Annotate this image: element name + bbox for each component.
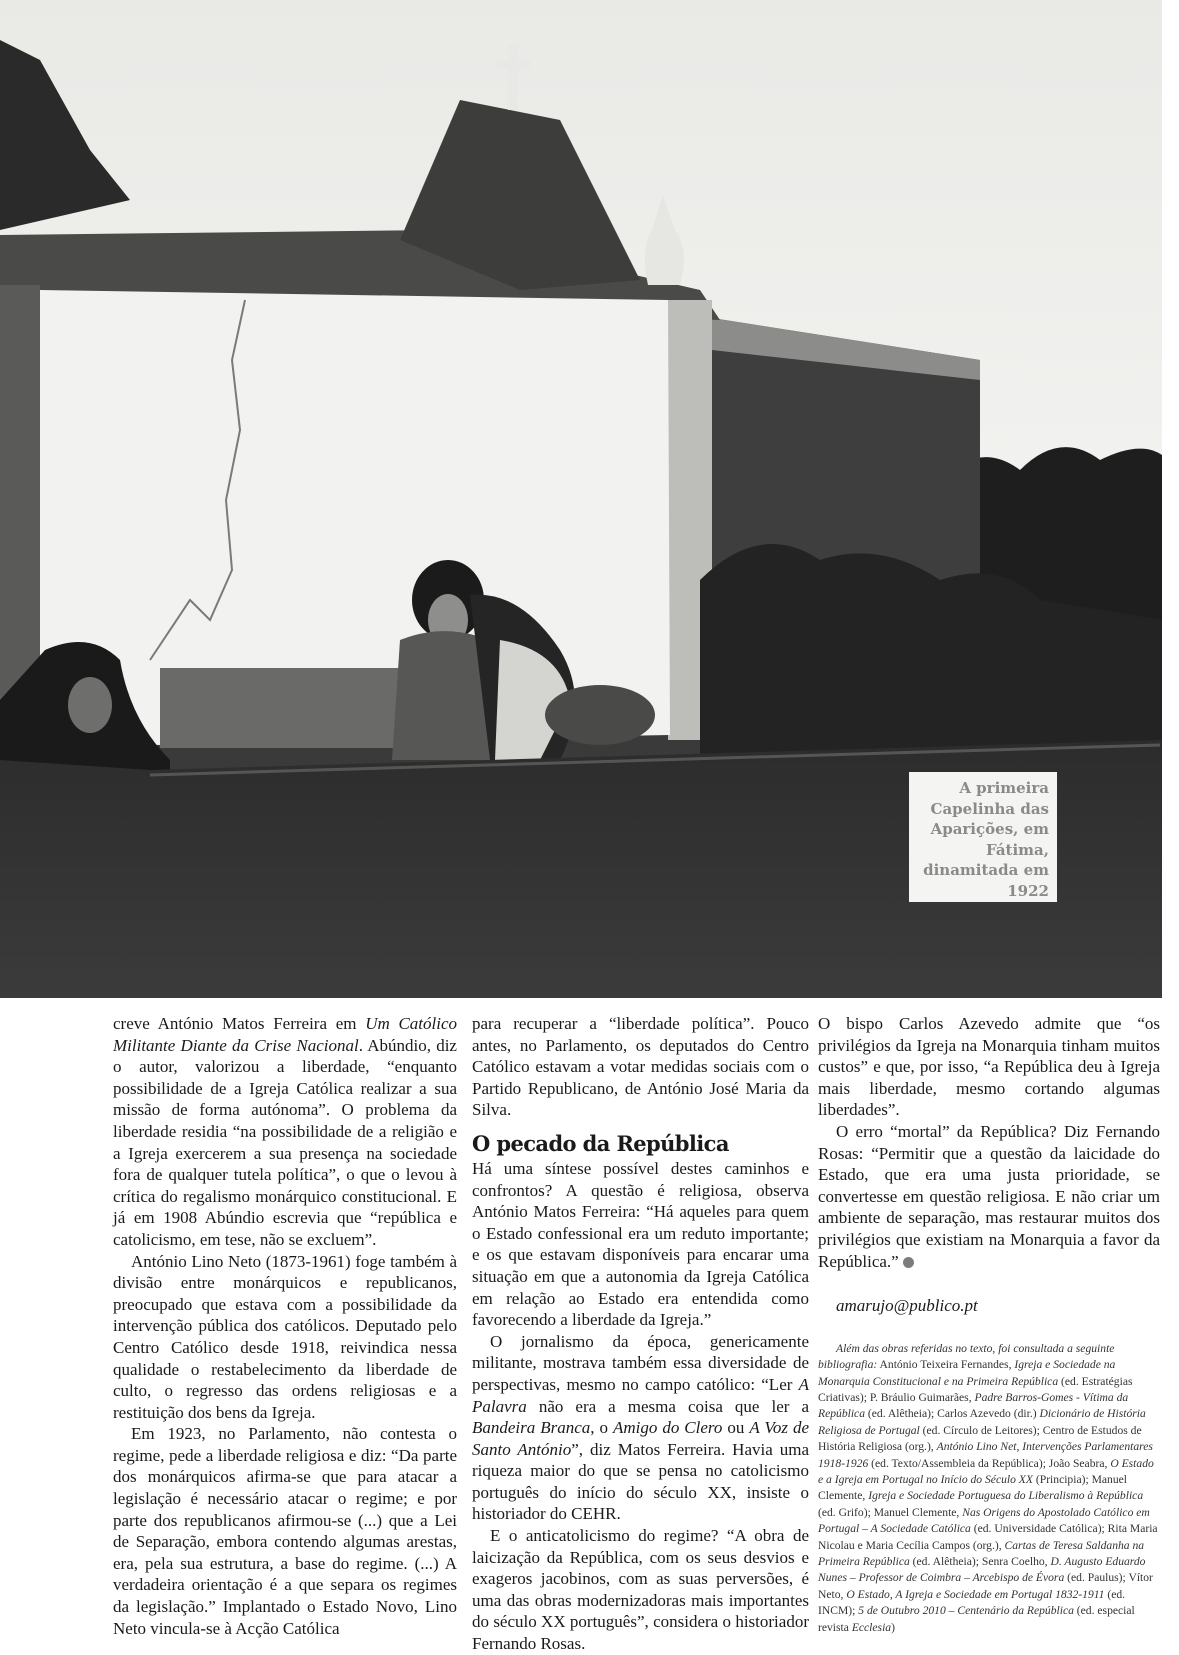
section-heading: O pecado da República: [472, 1130, 729, 1156]
bibliography-text: (ed. Alêtheia); Senra Coelho,: [909, 1555, 1051, 1568]
bibliography-title: Além das obras referidas no texto, foi consultada a seguinte bibliografia:: [818, 1341, 1115, 1372]
bibliography-text: (ed. INCM);: [818, 1587, 1126, 1618]
bibliography-title: O Estado e a Igreja em Portugal no Início do Século XX: [818, 1456, 1154, 1486]
text-run: O erro “mortal” da República? Diz Fernando Rosas: “Permitir que a questão da laicidade do Estado, que era uma justa prioridade, se convertesse em questão religiosa. E não criar um ambiente de separação, mas restaurar muitos dos privilégios que existiam na Monarquia a favor da República.”: [818, 1121, 1160, 1271]
paragraph: para recuperar a “liberdade política”. Pouco antes, no Parlamento, os deputados do Centro Católico estavam a votar medidas sociais com o Partido Republicano, de António José Maria da Silva.: [472, 1014, 809, 1120]
text-run: ”, diz Matos Ferreira. Havia uma riqueza maior do que se pensa no catolicismo português do início do século XX, insiste o historiador do CEHR.: [472, 1439, 809, 1524]
text-run: O jornalismo da época, genericamente militante, mostrava também essa diversidade de perspectivas, mesmo no campo católico: “Ler: [472, 1331, 809, 1394]
bibliography-title: Igreja e Sociedade na Monarquia Constitucional e na Primeira República: [818, 1358, 1116, 1388]
article-column-1: [113, 1013, 457, 1639]
bibliography-text: (ed. Paulus); Vítor Neto,: [818, 1571, 1153, 1601]
photo-caption-box: [909, 772, 1057, 902]
newspaper-title: Amigo do Clero: [612, 1418, 723, 1438]
bibliography-text: António Teixeira Fernandes,: [877, 1358, 1015, 1372]
newspaper-title: A Voz de Santo António: [472, 1418, 809, 1459]
text-run: , o: [590, 1418, 613, 1438]
bibliography-text: (Principia); Manuel Clemente,: [818, 1472, 1127, 1503]
bibliography-text: (ed. Estratégias Criativas); P. Bráulio Guimarães,: [818, 1374, 1133, 1404]
bibliography-text: (ed. Círculo de Leitores); Centro de Estudos de História Religiosa (org.),: [818, 1423, 1142, 1454]
bibliography-title: Igreja e Sociedade Portuguesa do Liberalismo à República: [868, 1489, 1144, 1503]
bibliography-text: (ed. Universidade Católica); Rita Maria Nicolau e Maria Cecília Campos (org.),: [818, 1522, 1158, 1552]
paragraph: [818, 1121, 1160, 1272]
bibliography-title: D. Augusto Eduardo Nunes – Professor de Coimbra – Arcebispo de Évora: [818, 1555, 1146, 1585]
paragraph: O bispo Carlos Azevedo admite que “os privilégios da Igreja na Monarquia tinham muitos custos” e que, por isso, “a República deu à Igreja mais liberdade, mesmo cortando algumas liberdades”.: [818, 1014, 1160, 1120]
paragraph: E o anticatolicismo do regime? “A obra de laicização da República, com os seus desvios e exageros jacobinos, com as suas perversões, é uma das obras modernizadoras mais importantes do século XX português”, considera o historiador Fernando Rosas.: [472, 1526, 809, 1654]
newspaper-title: A Palavra: [472, 1374, 809, 1416]
bibliography-title: Padre Barros-Gomes - Vítima da República: [818, 1390, 1129, 1421]
photo-caption: A primeira Capelinha das Aparições, em Fátima, dinamitada em 1922: [923, 779, 1049, 900]
bibliography-note: [818, 1341, 1160, 1636]
text-run: . Abúndio, diz o autor, valorizou a liberdade, “enquanto possibilidade de a Igreja Católica realizar a sua missão de forma autónoma”. O problema da liberdade residia “na possibilidade de a religião e a Igreja exercerem a sua presença na sociedade fora de qualquer tutela política”, o que o levou à crítica do regalismo monárquico constitucional. E já em 1908 Abúndio escrevia que “república e catolicismo, em tese, não se excluem”.: [113, 1035, 457, 1249]
paragraph: António Lino Neto (1873-1961) foge também à divisão entre monárquicos e republicanos, preocupado que estava com a possibilidade da intervenção pública dos católicos. Deputado pelo Centro Católico desde 1918, reivindica nessa qualidade o restabelecimento da liberdade de culto, o regresso das ordens religiosas e a restituição dos bens da Igreja.: [113, 1251, 457, 1422]
text-run: não era a mesma coisa que ler a: [526, 1396, 809, 1416]
bibliography-text: ): [891, 1620, 895, 1634]
bibliography-title: O Estado, A Igreja e Sociedade em Portugal 1832-1911: [846, 1587, 1105, 1601]
bibliography-title: Dicionário de História Religiosa de Portugal: [818, 1407, 1146, 1437]
book-title: Um Católico Militante Diante da Crise Nacional: [113, 1014, 458, 1055]
bibliography-title: Ecclesia: [851, 1620, 892, 1634]
bibliography-title: 5 de Outubro 2010 – Centenário da República: [858, 1604, 1074, 1618]
bibliography-title: António Lino Net, Intervenções Parlamentares 1918-1926: [818, 1440, 1153, 1470]
end-of-article-dot-icon: [903, 1257, 914, 1268]
bibliography-text: (ed. especial revista: [818, 1604, 1135, 1634]
bibliography-title: Nas Origens do Apostolado Católico em Portugal – A Sociedade Católica: [818, 1505, 1150, 1536]
text-run: creve António Matos Ferreira em: [113, 1014, 366, 1033]
paragraph: [113, 1013, 457, 1251]
paragraph: Há uma síntese possível destes caminhos e confrontos? A questão é religiosa, observa António Matos Ferreira: “Há aqueles para quem o Estado confessional era um reduto importante; e os que estavam disponíveis para encarar uma situação em que a autonomia da Igreja Católica em relação ao Estado era entendida como favorecendo a liberdade da Igreja.”: [472, 1158, 809, 1330]
article-column-3: [818, 1013, 1160, 1636]
bibliography-text: (ed. Grifo); Manuel Clemente,: [818, 1505, 963, 1519]
bibliography-text: (ed. Texto/Assembleia da República); João Seabra,: [868, 1456, 1111, 1470]
paragraph: Em 1923, no Parlamento, não contesta o regime, pede a liberdade religiosa e diz: “Da parte dos monárquicos afirma-se que para atacar a legislação é necessário atacar o regime; e por parte dos republicanos afirmou-se (...) que a Lei de Separação, embora contendo algumas arestas, era, pela sua estrutura, a base do regime. (...) A verdadeira orientação é a que separa os regimes da legislação.” Implantado o Estado Novo, Lino Neto vincula-se à Acção Católica: [113, 1424, 457, 1638]
author-email-link[interactable]: amarujo@publico.pt: [836, 1296, 978, 1316]
article-column-2: [472, 1013, 809, 1655]
text-run: ou: [722, 1418, 750, 1438]
newspaper-title: Bandeira Branca: [472, 1418, 591, 1438]
bibliography-title: Cartas de Teresa Saldanha na Primeira República: [818, 1538, 1145, 1568]
bibliography-text: (ed. Alêtheia); Carlos Azevedo (dir.): [865, 1407, 1040, 1421]
paragraph: [472, 1331, 809, 1525]
